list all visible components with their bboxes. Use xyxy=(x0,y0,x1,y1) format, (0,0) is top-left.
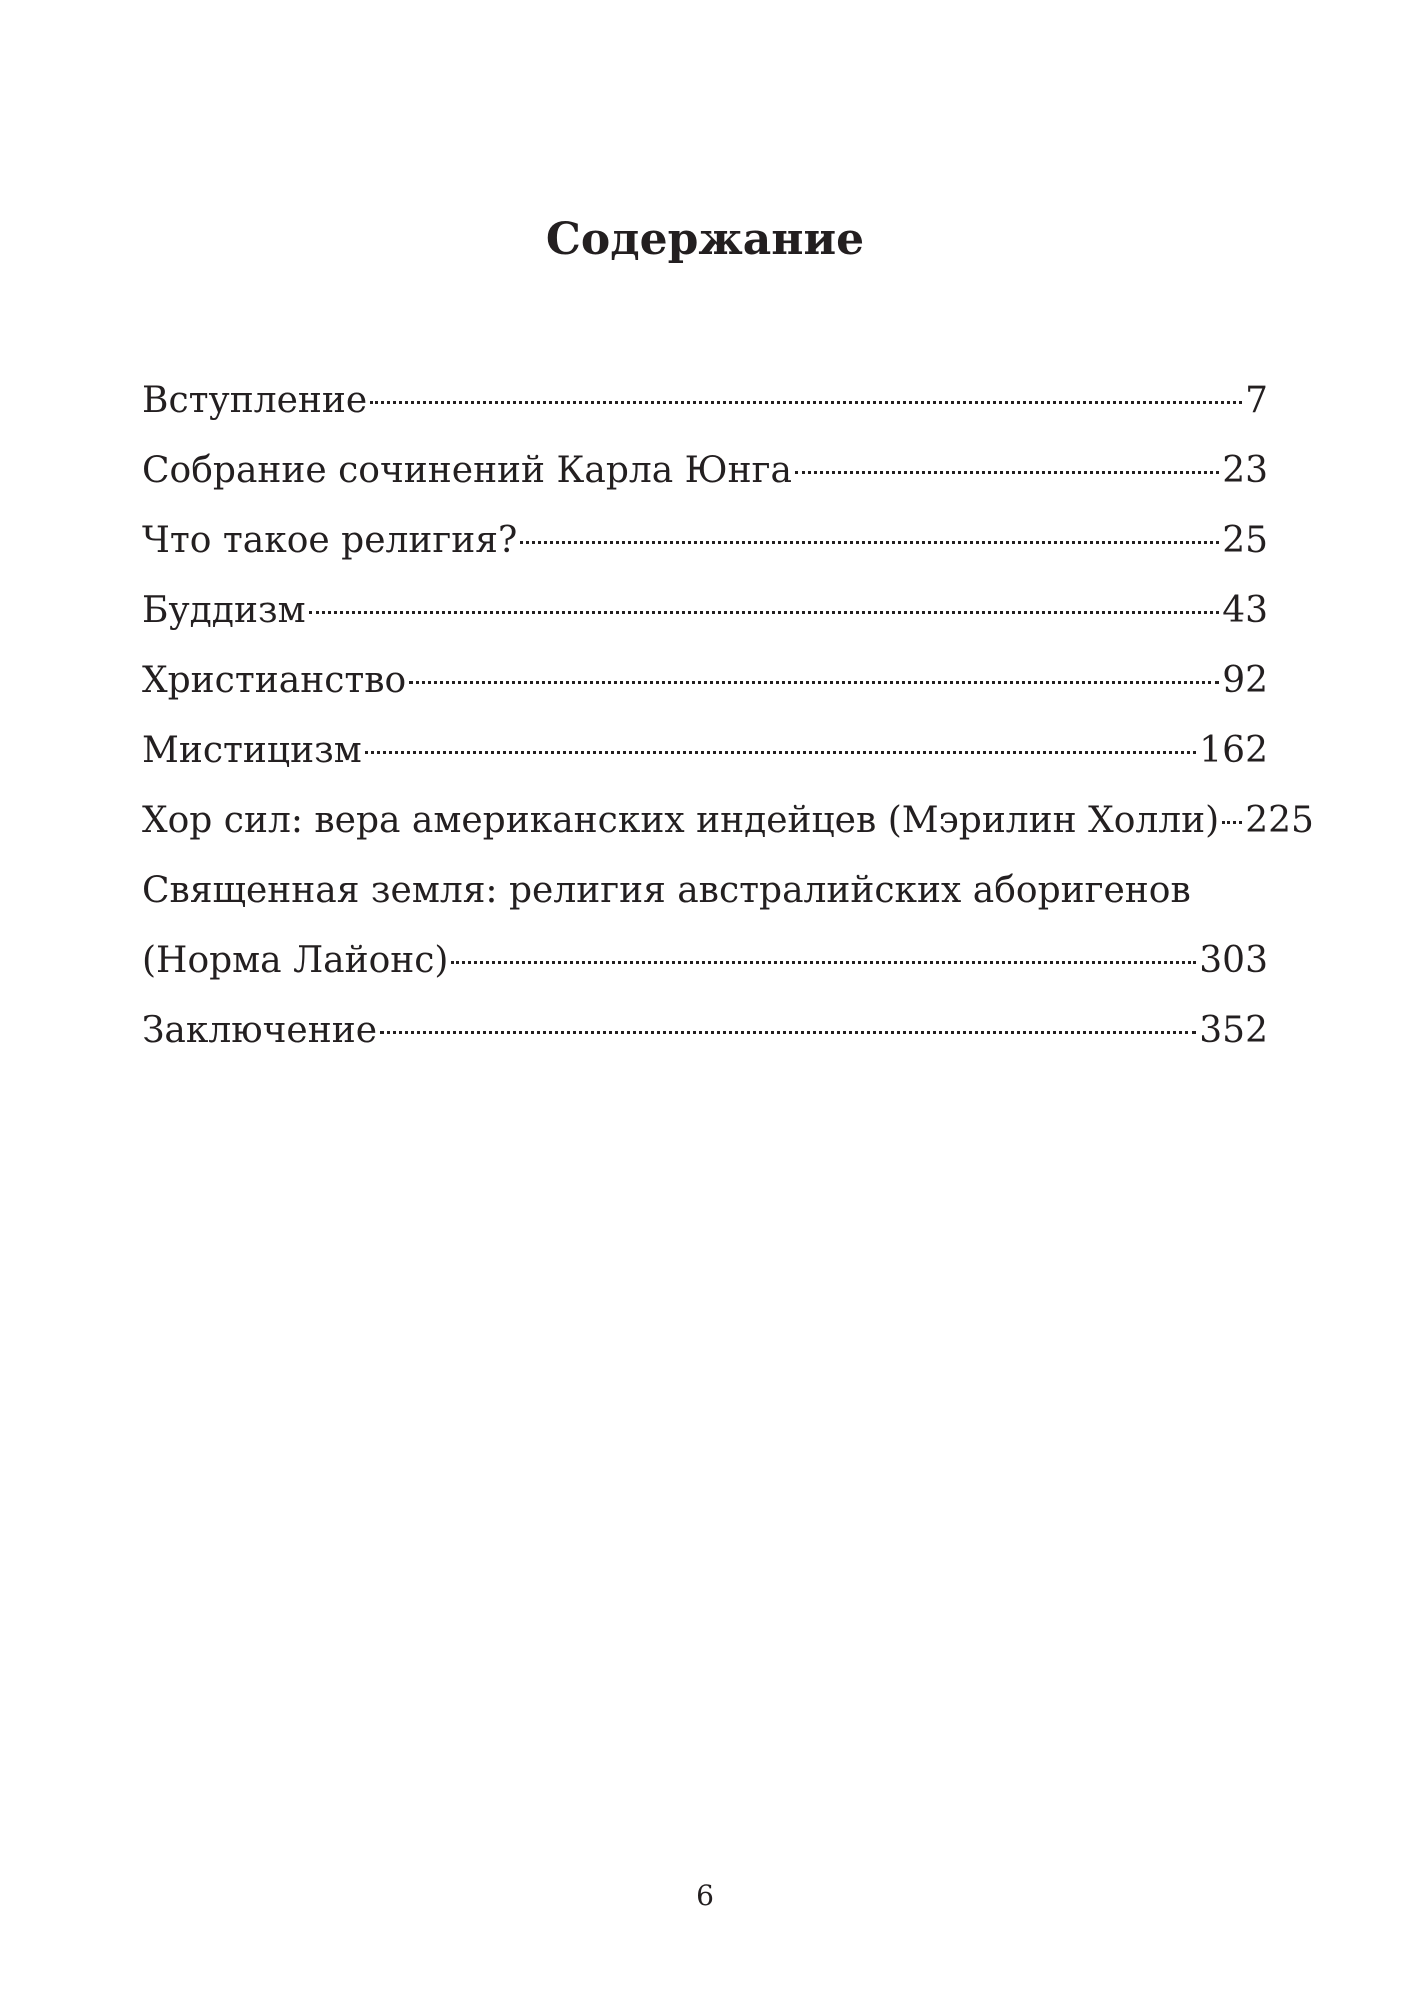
toc-entry-title: Христианство xyxy=(142,660,407,701)
toc-entry-page: 162 xyxy=(1199,730,1268,771)
dot-leader xyxy=(451,961,1196,964)
toc-entry-title: Мистицизм xyxy=(142,730,362,771)
toc-entry-line2 xyxy=(142,926,1268,996)
toc-entry-title-continued: (Норма Лайонс) xyxy=(142,940,449,981)
dot-leader xyxy=(795,471,1219,474)
toc-entry xyxy=(142,366,1268,436)
table-of-contents xyxy=(142,366,1314,1066)
dot-leader xyxy=(1222,821,1242,824)
toc-entry-page: 352 xyxy=(1199,1010,1268,1051)
toc-entry-title: Буддизм xyxy=(142,590,306,631)
toc-entry-title: Вступление xyxy=(142,380,368,421)
toc-entry xyxy=(142,786,1314,856)
dot-leader xyxy=(370,401,1242,404)
toc-entry xyxy=(142,436,1268,506)
toc-entry-page: 7 xyxy=(1245,380,1268,421)
page-title: Содержание xyxy=(545,214,865,265)
toc-entry xyxy=(142,646,1268,716)
page-number: 6 xyxy=(696,1879,714,1912)
toc-entry xyxy=(142,576,1268,646)
toc-entry-line1 xyxy=(142,856,1268,926)
toc-entry xyxy=(142,996,1268,1066)
toc-entry xyxy=(142,716,1268,786)
dot-leader xyxy=(309,611,1220,614)
toc-entry-title: Что такое религия? xyxy=(142,520,518,561)
toc-entry-page: 43 xyxy=(1222,590,1268,631)
toc-entry xyxy=(142,506,1268,576)
toc-entry-title: Собрание сочинений Карла Юнга xyxy=(142,450,792,491)
dot-leader xyxy=(520,541,1219,544)
toc-entry-title: Священная земля: религия австралийских аборигенов xyxy=(142,870,1191,911)
toc-entry-page: 92 xyxy=(1222,660,1268,701)
toc-entry-page: 225 xyxy=(1245,800,1314,841)
dot-leader xyxy=(365,751,1197,754)
toc-entry-page: 23 xyxy=(1222,450,1268,491)
toc-entry-page: 25 xyxy=(1222,520,1268,561)
toc-entry-page: 303 xyxy=(1199,940,1268,981)
dot-leader xyxy=(380,1031,1196,1034)
toc-entry-title: Хор сил: вера американских индейцев (Мэрилин Холли) xyxy=(142,800,1220,841)
toc-entry-title: Заключение xyxy=(142,1010,378,1051)
dot-leader xyxy=(409,681,1219,684)
